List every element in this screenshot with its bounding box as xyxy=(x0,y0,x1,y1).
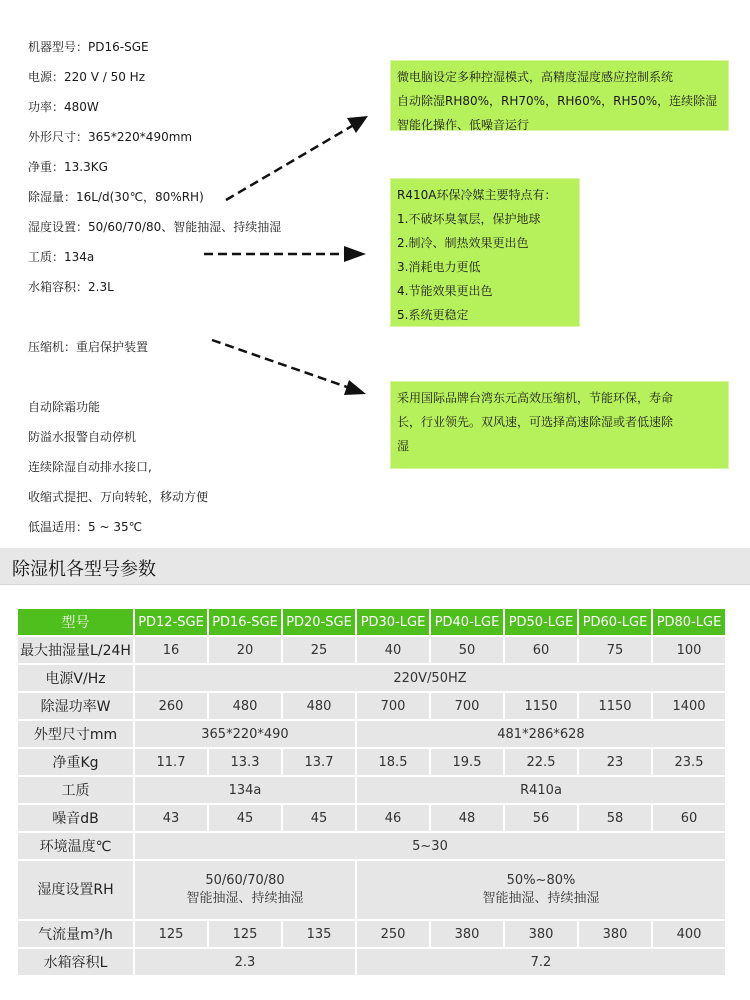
spec-compressor: 压缩机：重启保护装置 xyxy=(28,340,149,354)
table-cell: 700 xyxy=(357,693,429,719)
spec-tank-capacity: 水箱容积：2.3L xyxy=(28,280,114,294)
table-cell: 23.5 xyxy=(653,749,725,775)
header-cell: PD16-SGE xyxy=(209,609,281,635)
table-row xyxy=(18,721,725,747)
row-label: 最大抽湿量L/24H xyxy=(18,637,133,663)
table-cell xyxy=(357,861,725,919)
feature-box-refrigerant xyxy=(390,178,580,327)
box-line: 自动除湿RH80%，RH70%，RH60%，RH50%，连续除湿 xyxy=(397,94,718,108)
spec-auto-defrost: 自动除霜功能 xyxy=(28,400,101,414)
table-cell: 25 xyxy=(283,637,355,663)
table-cell: 380 xyxy=(505,921,577,947)
header-cell: PD50-LGE xyxy=(505,609,577,635)
table-row xyxy=(18,921,725,947)
box-line: 2.制冷、制热效果更出色 xyxy=(397,236,529,250)
row-label: 气流量m³/h xyxy=(18,921,133,947)
box-line: R410A环保冷媒主要特点有： xyxy=(397,188,557,202)
table-row xyxy=(18,693,725,719)
arrowhead-refrigerant xyxy=(344,246,366,262)
header-cell: PD30-LGE xyxy=(357,609,429,635)
table-cell: 1150 xyxy=(505,693,577,719)
table-cell: 135 xyxy=(283,921,355,947)
cell-line: 50%~80% xyxy=(506,873,576,888)
box-line: 3.消耗电力更低 xyxy=(397,260,481,274)
spec-dehumidify-capacity: 除湿量：16L/d(30℃，80%RH) xyxy=(28,190,204,204)
table-cell: 58 xyxy=(579,805,651,831)
table-cell: 13.7 xyxy=(283,749,355,775)
row-label: 水箱容积L xyxy=(18,949,133,975)
table-cell: 23 xyxy=(579,749,651,775)
table-cell: 45 xyxy=(209,805,281,831)
table-row xyxy=(18,749,725,775)
cell-line: 智能抽湿、持续抽湿 xyxy=(482,891,600,906)
header-cell: 型号 xyxy=(18,609,133,635)
cell-line: 50/60/70/80 xyxy=(205,873,285,888)
box-line: 4.节能效果更出色 xyxy=(397,284,493,298)
table-cell: 7.2 xyxy=(357,949,725,975)
row-label: 电源V/Hz xyxy=(18,665,133,691)
table-cell: 16 xyxy=(135,637,207,663)
arrow-compressor xyxy=(212,340,347,387)
table-cell: 480 xyxy=(283,693,355,719)
table-cell: 11.7 xyxy=(135,749,207,775)
spec-drain-port: 连续除湿自动排水接口, xyxy=(28,460,152,474)
table-row xyxy=(18,833,725,859)
table-cell: 1150 xyxy=(579,693,651,719)
table-cell: 5~30 xyxy=(135,833,725,859)
spec-model: 机器型号：PD16-SGE xyxy=(28,40,149,54)
spec-power: 功率：480W xyxy=(28,100,99,114)
header-cell: PD12-SGE xyxy=(135,609,207,635)
table-row xyxy=(18,861,725,919)
feature-box-control xyxy=(390,60,729,131)
table-row xyxy=(18,805,725,831)
table-cell: 250 xyxy=(357,921,429,947)
table-cell: 400 xyxy=(653,921,725,947)
table-cell: 100 xyxy=(653,637,725,663)
header-cell: PD80-LGE xyxy=(653,609,725,635)
row-label: 湿度设置RH xyxy=(18,861,133,919)
row-label: 外型尺寸mm xyxy=(18,721,133,747)
spec-humidity-setting: 湿度设置：50/60/70/80、智能抽湿、持续抽湿 xyxy=(28,220,282,234)
table-cell: 380 xyxy=(579,921,651,947)
table-cell: 125 xyxy=(209,921,281,947)
table-cell: 380 xyxy=(431,921,503,947)
arrow-control xyxy=(226,126,352,200)
row-label: 环境温度℃ xyxy=(18,833,133,859)
box-line: 微电脑设定多种控湿模式，高精度湿度感应控制系统 xyxy=(397,70,674,84)
table-cell: 56 xyxy=(505,805,577,831)
box-line: 长，行业领先。双风速，可选择高速除湿或者低速除 xyxy=(397,415,674,429)
table-cell: 365*220*490 xyxy=(135,721,355,747)
table-cell: 1400 xyxy=(653,693,725,719)
table-cell: 18.5 xyxy=(357,749,429,775)
section-title: 除湿机各型号参数 xyxy=(12,559,156,580)
table-cell xyxy=(135,861,355,919)
table-cell: R410a xyxy=(357,777,725,803)
table-row xyxy=(18,665,725,691)
header-cell: PD40-LGE xyxy=(431,609,503,635)
arrowhead-compressor xyxy=(344,380,366,395)
table-cell: 75 xyxy=(579,637,651,663)
table-cell: 220V/50HZ xyxy=(135,665,725,691)
params-table xyxy=(16,607,727,977)
spec-low-temp: 低温适用：5 ~ 35℃ xyxy=(28,520,143,534)
table-header-row xyxy=(18,609,725,635)
table-cell: 40 xyxy=(357,637,429,663)
table-cell: 50 xyxy=(431,637,503,663)
table-cell: 20 xyxy=(209,637,281,663)
table-row xyxy=(18,637,725,663)
header-cell: PD20-SGE xyxy=(283,609,355,635)
box-line: 湿 xyxy=(397,439,410,453)
row-label: 工质 xyxy=(18,777,133,803)
table-cell: 45 xyxy=(283,805,355,831)
table-cell: 481*286*628 xyxy=(357,721,725,747)
section-header xyxy=(0,548,750,585)
table-cell: 700 xyxy=(431,693,503,719)
table-cell: 43 xyxy=(135,805,207,831)
box-line: 1.不破坏臭氧层，保护地球 xyxy=(397,212,541,226)
spec-dimensions: 外形尺寸：365*220*490mm xyxy=(28,130,193,144)
box-line: 采用国际品牌台湾东元高效压缩机，节能环保，寿命 xyxy=(397,391,674,405)
table-cell: 60 xyxy=(505,637,577,663)
spec-handle-wheels: 收缩式提把、万向转轮，移动方便 xyxy=(28,490,209,504)
table-cell: 134a xyxy=(135,777,355,803)
spec-net-weight: 净重：13.3KG xyxy=(28,160,108,174)
table-cell: 480 xyxy=(209,693,281,719)
table-row xyxy=(18,949,725,975)
table-row xyxy=(18,777,725,803)
table-cell: 19.5 xyxy=(431,749,503,775)
header-cell: PD60-LGE xyxy=(579,609,651,635)
box-line: 智能化操作、低噪音运行 xyxy=(397,118,530,132)
table-cell: 13.3 xyxy=(209,749,281,775)
feature-box-compressor xyxy=(390,381,729,469)
arrowhead-control xyxy=(347,116,368,133)
spec-overflow-alarm: 防溢水报警自动停机 xyxy=(28,430,137,444)
row-label: 除湿功率W xyxy=(18,693,133,719)
table-cell: 22.5 xyxy=(505,749,577,775)
cell-line: 智能抽湿、持续抽湿 xyxy=(186,891,304,906)
table-cell: 125 xyxy=(135,921,207,947)
table-cell: 2.3 xyxy=(135,949,355,975)
spec-refrigerant: 工质：134a xyxy=(28,250,95,264)
table-cell: 48 xyxy=(431,805,503,831)
row-label: 净重Kg xyxy=(18,749,133,775)
row-label: 噪音dB xyxy=(18,805,133,831)
table-cell: 60 xyxy=(653,805,725,831)
table-cell: 260 xyxy=(135,693,207,719)
box-line: 5.系统更稳定 xyxy=(397,308,469,322)
table-cell: 46 xyxy=(357,805,429,831)
spec-power-supply: 电源：220 V / 50 Hz xyxy=(28,70,146,84)
